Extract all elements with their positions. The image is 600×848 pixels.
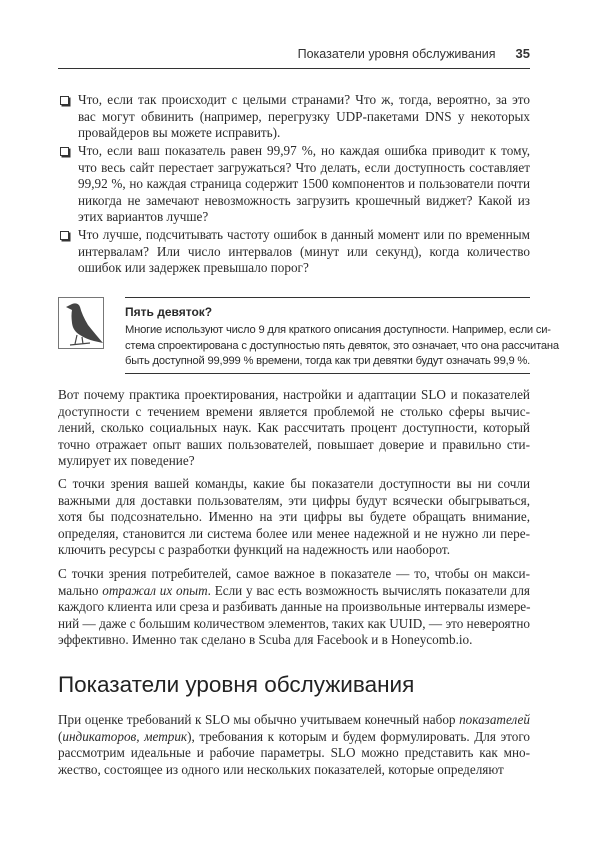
checkbox-bullet-icon — [60, 147, 69, 156]
text-line: эффективно. Именно так сделано в Scuba для Facebook и в Honeycomb.io. — [58, 632, 473, 647]
text-line: жество, состоящее из одного или нескольких показателей, которые определяют — [58, 761, 504, 777]
text-line: Что, если так происходит с целыми странами? Что ж, тогда, вероятно, за это — [78, 92, 530, 107]
text-line — [58, 583, 530, 600]
text-line: определяя, становится ли система более или менее надежной и не нужно ли пере- — [58, 525, 530, 541]
emphasis-text: показателей — [459, 712, 530, 727]
page-number: 35 — [515, 46, 530, 61]
text-line: важными для доставки пользователям, эти цифры будут всячески обыгрываться, — [58, 492, 530, 508]
text-line: ний — даже с большим количеством элементов, таких как UUID, — это невероятно — [58, 615, 530, 631]
text-line: интервалам? Или число интервалов (минут или секунд), когда количество — [78, 243, 530, 259]
text-line: никогда не замечают невозможность загрузить крошечный виджет? Какой из — [78, 192, 530, 208]
emphasis-text: индикаторов, метрик — [62, 728, 188, 744]
text-line — [58, 712, 530, 729]
text-line: Что, если ваш показатель равен 99,97 %, но каждая ошибка приводит к тому, — [78, 143, 530, 158]
text-line: стема спроектирована с доступностью пять девяток, это означает, что она рассчитана — [125, 339, 559, 352]
paragraph — [58, 712, 530, 778]
text-line: вас могут обвинить (например, перегрузку UDP-пакетами DNS у некоторых — [78, 108, 530, 124]
text-segment: мально — [58, 582, 103, 598]
header-rule — [58, 68, 530, 69]
bullet-item — [58, 92, 530, 142]
text-segment: При оценке требований к SLO мы обычно учитываем конечный набор — [58, 712, 460, 727]
text-segment: ), требования к которым и будем формулировать. Для этого — [187, 728, 530, 744]
text-line: что весь сайт перестает загружаться? Что делать, если доступность составляет — [78, 159, 530, 175]
running-head — [58, 46, 530, 66]
text-line: С точки зрения потребителей, самое важное в показателе — то, чтобы он макси- — [58, 566, 530, 581]
text-line: Что лучше, подсчитывать частоту ошибок в данный момент или по временным — [78, 227, 530, 242]
text-line: быть доступной 99,999 % времени, тогда как три девятки будут означать 99,9 %. — [125, 355, 531, 367]
text-line: С точки зрения вашей команды, какие бы показатели доступности вы ни сочли — [58, 476, 530, 491]
crow-icon — [58, 297, 104, 349]
text-line: лений, сколько социальных наук. Как рассчитать процент доступности, который — [58, 420, 530, 435]
text-line: 99,92 %, но каждая страница содержит 1500 компонентов и пользователи почти — [78, 176, 530, 191]
text-line: рассмотрим идеальные и рабочие параметры. SLO можно представить как мно- — [58, 745, 530, 760]
paragraph — [58, 566, 530, 649]
section-heading: Показатели уровня обслуживания — [58, 672, 415, 697]
note-body — [125, 323, 559, 370]
paragraph — [58, 387, 530, 470]
text-line: мулирует их поведение? — [58, 453, 195, 468]
emphasis-text: отражал их опыт — [102, 582, 208, 598]
text-line: провайдеров вы можете исправить). — [78, 125, 281, 140]
text-line: этих вариантов лучше? — [78, 209, 209, 224]
checkbox-bullet-icon — [60, 231, 69, 240]
text-line: точно отражает опыт ваших пользователей, повышает доверие и правильно сти- — [58, 436, 530, 452]
text-segment: . Если у вас есть возможность вычислять показатели для — [207, 582, 530, 598]
text-line: каждого клиента или среза и разбивать данные на произвольные интервалы измере- — [58, 599, 531, 614]
text-line: хотя бы подсознательно. Именно на эти цифры вы будете обращать внимание, — [58, 509, 530, 524]
running-head-section: Показатели уровня обслуживания — [297, 47, 496, 61]
note-title: Пять девяток? — [125, 305, 213, 319]
bullet-list — [58, 92, 530, 277]
paragraph — [58, 476, 530, 559]
bullet-item — [58, 143, 530, 226]
text-line: Вот почему практика проектирования, настройки и адаптации SLO и показателей — [58, 387, 530, 402]
bullet-item — [58, 227, 530, 277]
text-line: доступности с течением времени является проблемой не столько сферы вычис- — [58, 403, 530, 419]
text-line: ключить ресурсы с разработки функций на надежность или наоборот. — [58, 542, 450, 557]
checkbox-bullet-icon — [60, 96, 69, 105]
text-segment: ( — [58, 728, 63, 744]
text-line — [58, 729, 530, 746]
text-line: ошибок или задержек превышало порог? — [78, 260, 309, 275]
note-box — [125, 297, 559, 374]
text-line: Многие используют число 9 для краткого описания доступности. Например, если си- — [125, 324, 551, 336]
